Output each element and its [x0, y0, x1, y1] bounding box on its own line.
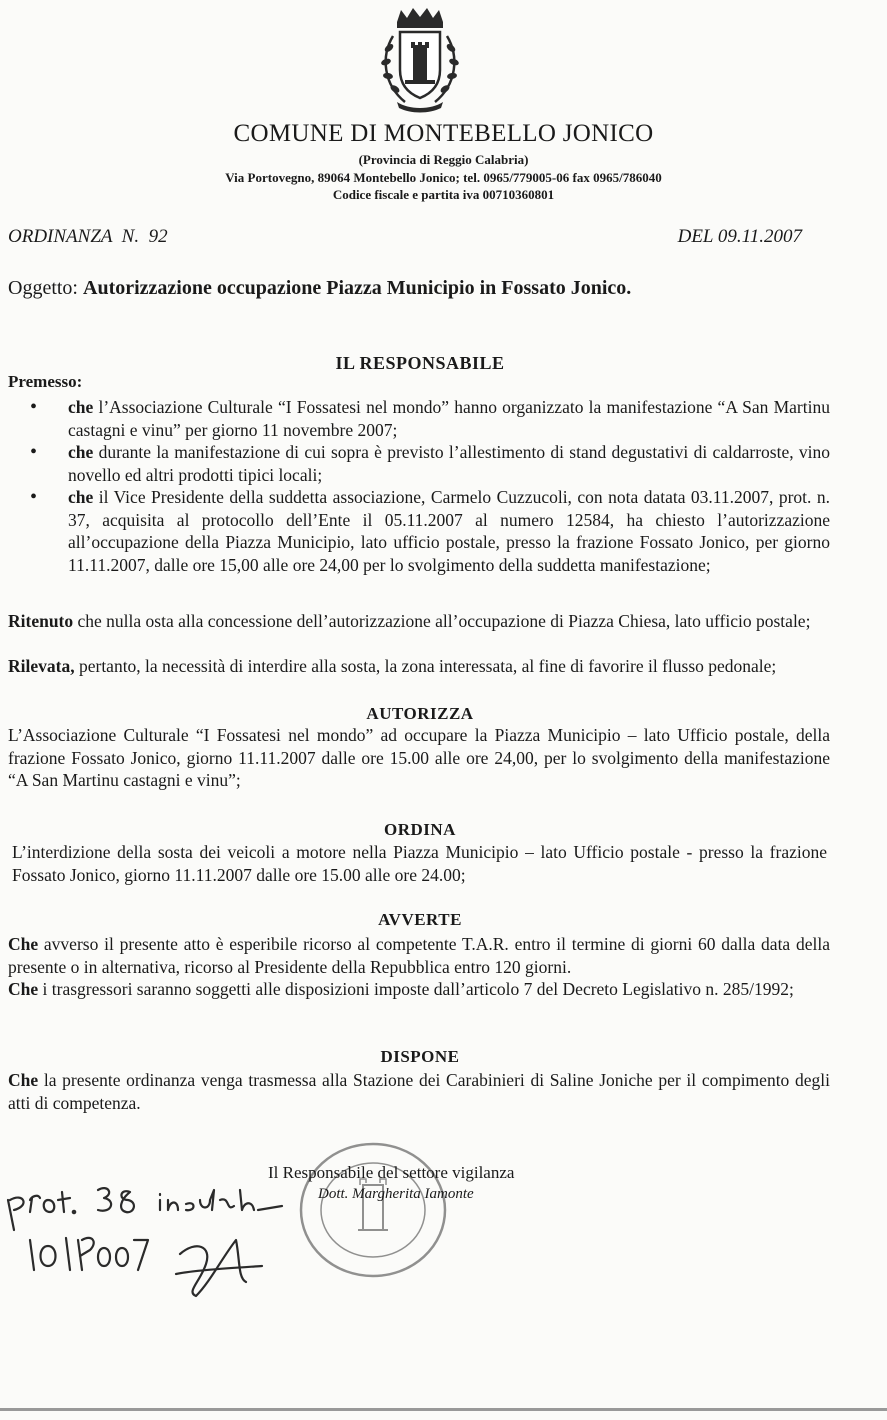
- page-bottom-edge: [0, 1408, 887, 1411]
- subject-line: [8, 277, 631, 300]
- heading-dispone: DISPONE: [380, 1047, 460, 1066]
- premesso-label: Premesso:: [8, 372, 83, 391]
- signature-name: Dott. Margherita Iamonte: [318, 1186, 474, 1202]
- handwritten-note-icon: [0, 1170, 300, 1300]
- municipal-coat-of-arms-icon: [375, 6, 465, 116]
- heading-responsible: IL RESPONSABILE: [335, 353, 505, 373]
- tax-code-line: Codice fiscale e partita iva 00710360801: [332, 187, 555, 202]
- premise-text: il Vice Presidente della suddetta associazione, Carmelo Cuzzucoli, con nota datata 03.11.2007, prot. n. 37, acquisita al protocollo dell’Ente il 05.11.2007 al numero 12584, ha chiesto l’autorizzazione all’occupazione della Piazza Municipio, lato ufficio postale, presso la frazione Fossato Jonico, per giorno 11.11.2007, dalle ore 15,00 alle ore 24,00 per lo svolgimento della suddetta manifestazione;: [68, 487, 830, 575]
- premise-item: [30, 396, 830, 441]
- ordina-paragraph: L’interdizione della sosta dei veicoli a motore nella Piazza Municipio – lato Ufficio postale - presso la frazione Fossato Jonico, giorno 11.11.2007 dalle ore 15.00 alle ore 24.00;: [12, 842, 827, 885]
- address-line: Via Portovegno, 89064 Montebello Jonico; tel. 0965/779005-06 fax 0965/786040: [225, 170, 662, 185]
- municipality-title: COMUNE DI MONTEBELLO JONICO: [233, 120, 654, 147]
- avverte-item: [8, 933, 830, 978]
- premise-keyword: che: [68, 442, 94, 462]
- avverte-keyword: Che: [8, 979, 39, 999]
- premise-text: l’Associazione Culturale “I Fossatesi nel mondo” hanno organizzato la manifestazione “A San Martinu castagni e vinu” per giorno 11 novembre 2007;: [68, 397, 830, 440]
- avverte-section: [8, 933, 830, 1001]
- heading-avverte: AVVERTE: [378, 910, 462, 929]
- municipal-round-stamp-icon: [288, 1135, 458, 1285]
- avverte-keyword: Che: [8, 934, 39, 954]
- dispone-paragraph: [8, 1069, 830, 1114]
- rilevata-paragraph: [8, 655, 830, 678]
- subject-text: Autorizzazione occupazione Piazza Municipio in Fossato Jonico.: [83, 277, 632, 299]
- signature-role: Il Responsabile del settore vigilanza: [268, 1163, 515, 1182]
- dispone-keyword: Che: [8, 1070, 39, 1090]
- avverte-item: [8, 978, 830, 1001]
- premise-keyword: che: [68, 397, 94, 417]
- dispone-text: la presente ordinanza venga trasmessa alla Stazione dei Carabinieri di Saline Joniche per il compimento degli atti di competenza.: [8, 1070, 830, 1113]
- subject-label: Oggetto:: [8, 277, 83, 299]
- rilevata-keyword: Rilevata,: [8, 656, 75, 676]
- ritenuto-paragraph: [8, 610, 830, 633]
- premise-item: [30, 441, 830, 486]
- heading-autorizza: AUTORIZZA: [366, 704, 474, 723]
- heading-ordina: ORDINA: [384, 820, 456, 839]
- ordinance-number: ORDINANZA N. 92: [8, 226, 168, 247]
- ritenuto-text: che nulla osta alla concessione dell’autorizzazione all’occupazione di Piazza Chiesa, lato ufficio postale;: [73, 611, 811, 631]
- rilevata-text: pertanto, la necessità di interdire alla sosta, la zona interessata, al fine di favorire il flusso pedonale;: [74, 656, 777, 676]
- ritenuto-keyword: Ritenuto: [8, 611, 74, 631]
- autorizza-paragraph: L’Associazione Culturale “I Fossatesi nel mondo” ad occupare la Piazza Municipio – lato Ufficio postale, della frazione Fossato Jonico, giorno 11.11.2007 dalle ore 15.00 alle ore 24,00, per lo svolgimento della manifestazione “A San Martinu castagni e vinu”;: [8, 725, 830, 790]
- premise-keyword: che: [68, 487, 94, 507]
- ordinance-date: DEL 09.11.2007: [677, 226, 802, 247]
- avverte-text: avverso il presente atto è esperibile ricorso al competente T.A.R. entro il termine di giorni 60 dalla data della presente o in alternativa, ricorso al Presidente della Repubblica entro 120 giorni.: [8, 934, 830, 977]
- premises-list: [30, 396, 830, 576]
- avverte-text: i trasgressori saranno soggetti alle disposizioni imposte dall’articolo 7 del Decreto Legislativo n. 285/1992;: [38, 979, 794, 999]
- province-line: (Provincia di Reggio Calabria): [358, 152, 529, 167]
- premise-item: [30, 486, 830, 576]
- premise-text: durante la manifestazione di cui sopra è previsto l’allestimento di stand degustativi di caldarroste, vino novello ed altri prodotti tipici locali;: [68, 442, 830, 485]
